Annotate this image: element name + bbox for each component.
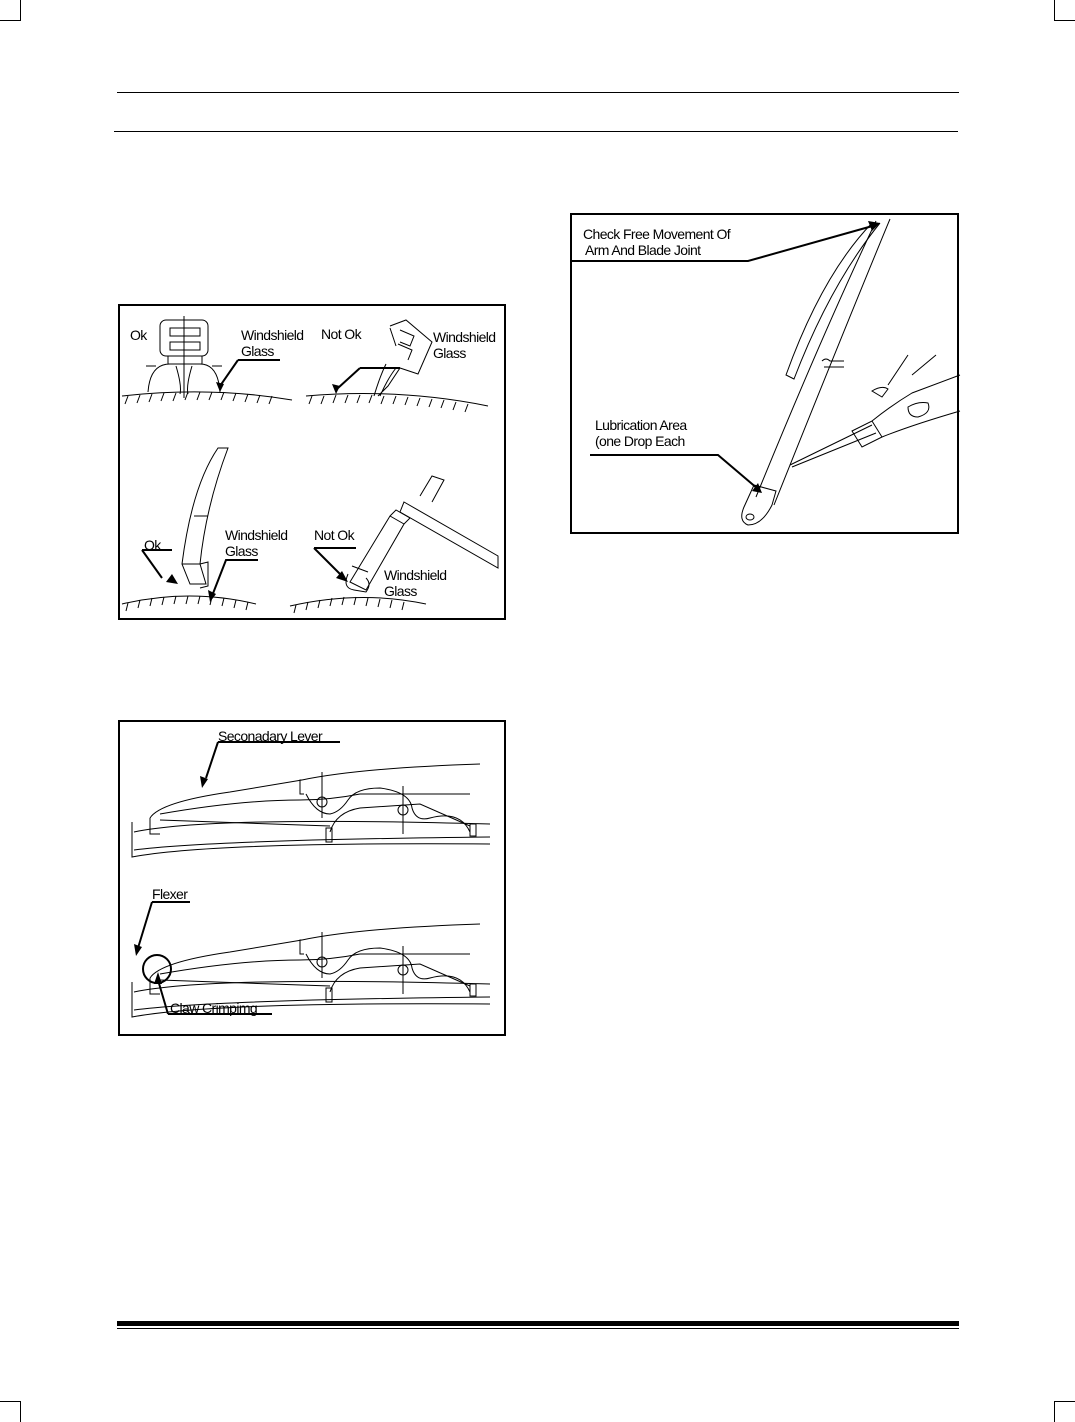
footer-rule-thick	[117, 1321, 959, 1326]
fig1-ok-label: Ok	[130, 327, 147, 343]
header-rule-top	[117, 92, 959, 93]
fig1-glass-label: Glass	[384, 583, 417, 599]
crop-mark-bottom-left	[0, 1401, 21, 1422]
crop-mark-top-right	[1054, 0, 1075, 21]
crop-mark-top-left	[0, 0, 21, 21]
fig1-windshield-label: Windshield	[241, 327, 304, 343]
figure-blade-levers	[118, 720, 506, 1036]
secondary-lever-label: Seconadary Lever	[218, 728, 323, 744]
figure-blade-glass-contact	[118, 304, 506, 620]
check-movement-label-line1: Check Free Movement Of	[583, 226, 731, 242]
fig1-windshield-label: Windshield	[384, 567, 447, 583]
fig1-glass-label: Glass	[433, 345, 466, 361]
flexer-label: Flexer	[152, 886, 188, 902]
fig1-not-ok-label: Not Ok	[314, 527, 354, 543]
fig1-windshield-label: Windshield	[433, 329, 496, 345]
fig1-glass-label: Glass	[225, 543, 258, 559]
arm-lubrication-drawing	[572, 215, 961, 536]
figure-arm-lubrication	[570, 213, 959, 534]
blade-glass-contact-drawing	[120, 306, 508, 622]
blade-levers-drawing	[120, 722, 508, 1038]
header-rule-bottom	[114, 131, 958, 132]
crop-mark-bottom-right	[1054, 1401, 1075, 1422]
fig1-not-ok-label: Not Ok	[321, 326, 361, 342]
fig1-glass-label: Glass	[241, 343, 274, 359]
fig1-windshield-label: Windshield	[225, 527, 288, 543]
footer-rule-thin	[117, 1328, 959, 1329]
lubrication-area-label-line1: Lubrication Area	[595, 417, 687, 433]
claw-crimping-label: Claw Crimpimg	[170, 1000, 258, 1016]
fig1-ok-label: Ok	[144, 537, 161, 553]
lubrication-area-label-line2: (one Drop Each	[595, 433, 685, 449]
check-movement-label-line2: Arm And Blade Joint	[585, 242, 701, 258]
